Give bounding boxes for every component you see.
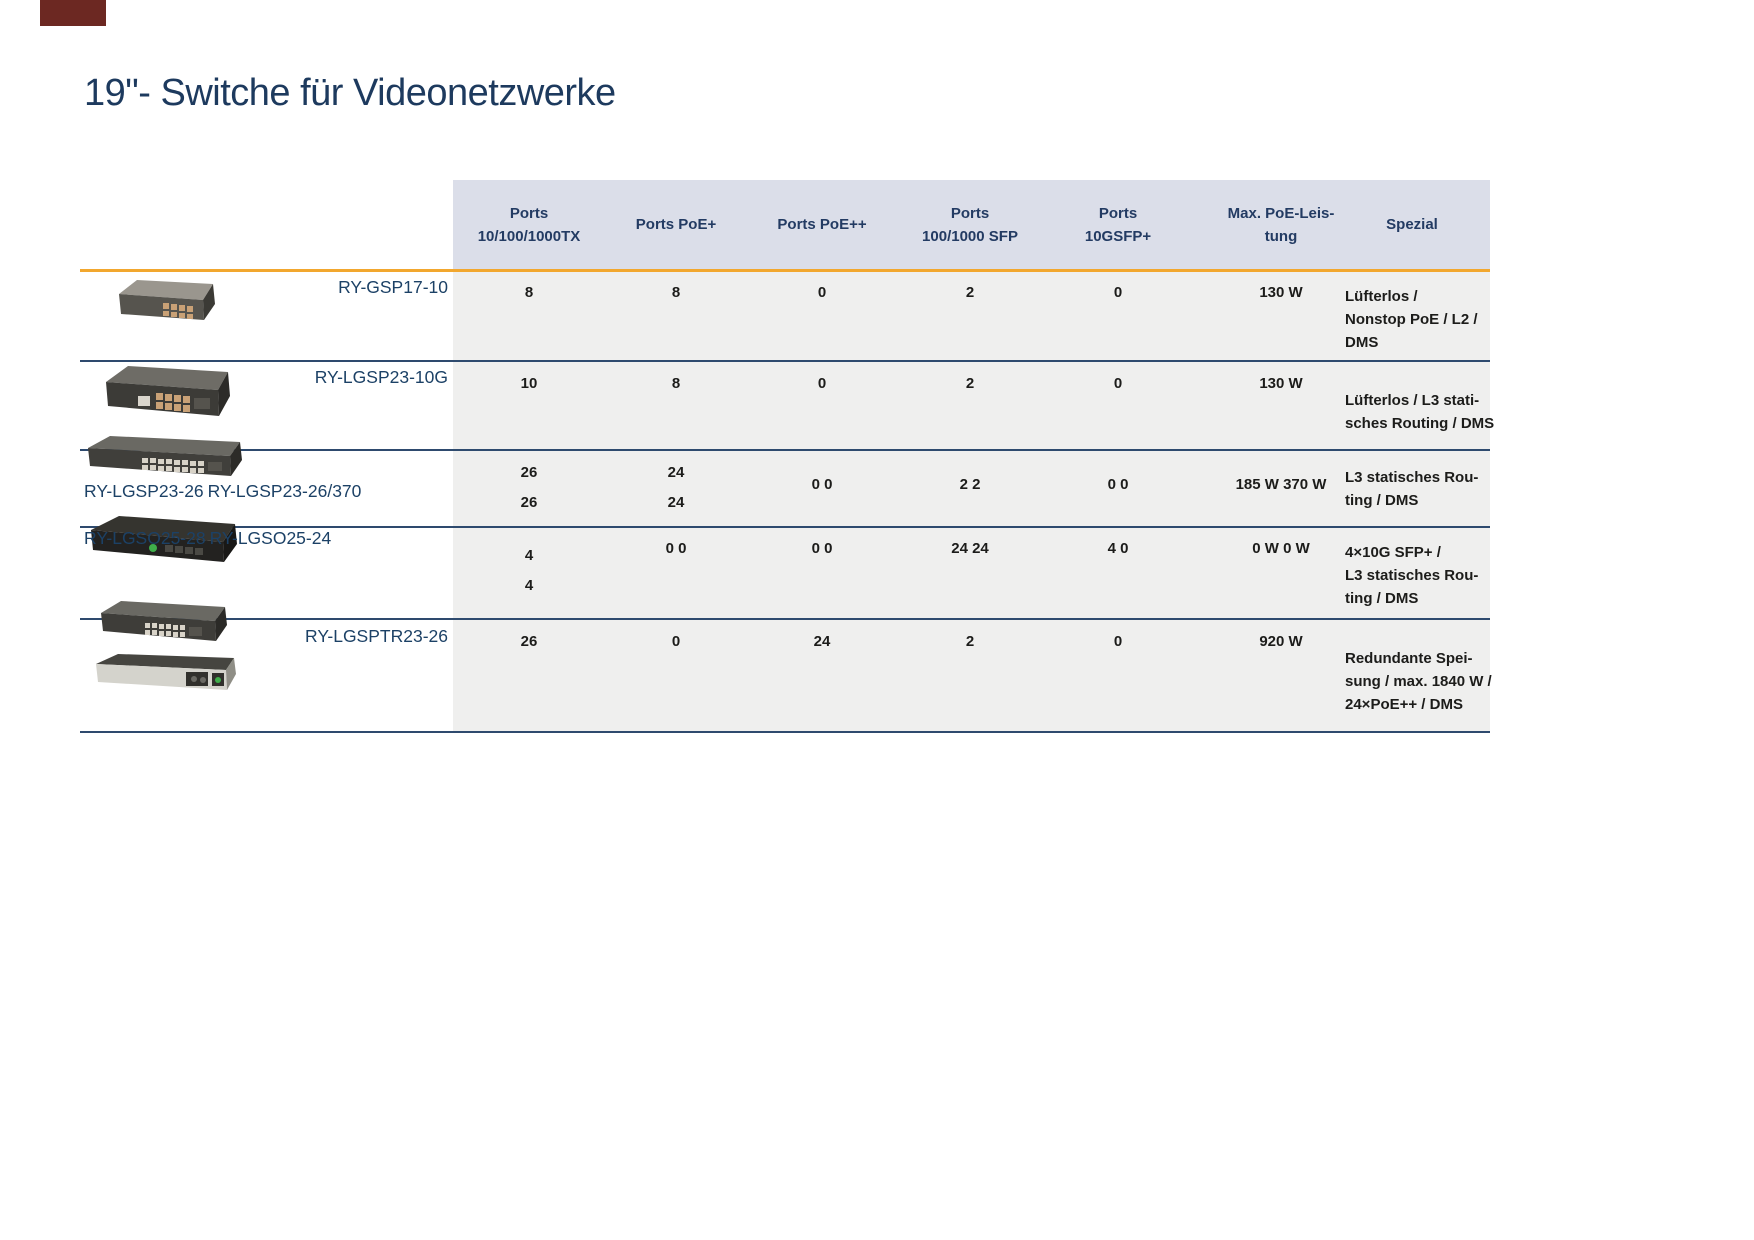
cell-ports-tx: 10 bbox=[520, 375, 538, 392]
page-title: 19"- Switche für Videonetzwerke bbox=[84, 72, 616, 114]
cell-ports-poe-plusplus: 0 bbox=[817, 284, 827, 301]
cell-max-poe: 130 W bbox=[1259, 375, 1303, 392]
cell-ports-poe-plusplus: 24 bbox=[813, 633, 831, 650]
cell-ports-poe-plus: 24 24 bbox=[667, 464, 685, 511]
cell-ports-10gsfp: 4 0 bbox=[1107, 540, 1129, 557]
cell-ports-poe-plusplus: 0 0 bbox=[811, 476, 833, 493]
cell-max-poe: 0 W 0 W bbox=[1252, 540, 1310, 557]
cell-ports-10gsfp: 0 bbox=[1113, 633, 1123, 650]
column-header-ports-poe-plusplus: Ports PoE++ bbox=[777, 216, 867, 234]
cell-max-poe: 185 W 370 W bbox=[1235, 476, 1327, 493]
cell-ports-tx: 8 bbox=[524, 284, 534, 301]
column-header-ports-poe-plus: Ports PoE+ bbox=[635, 216, 717, 234]
cell-ports-10gsfp: 0 bbox=[1113, 284, 1123, 301]
cell-ports-sfp: 2 2 bbox=[959, 476, 981, 493]
separator-row-1 bbox=[80, 360, 1490, 362]
corner-mark bbox=[40, 0, 106, 26]
cell-spezial: Lüfterlos / L3 stati- sches Routing / DMS bbox=[1345, 392, 1495, 432]
separator-row-2 bbox=[80, 449, 1490, 451]
cell-spezial: L3 statisches Rou- ting / DMS bbox=[1345, 469, 1479, 509]
product-image-desktop-switch bbox=[113, 272, 221, 332]
product-image-rack-switch-24port bbox=[80, 432, 245, 484]
cell-ports-poe-plus: 0 0 bbox=[665, 540, 687, 557]
cell-ports-poe-plusplus: 0 bbox=[817, 375, 827, 392]
product-image-redundant-psu-unit bbox=[90, 650, 240, 698]
product-name: RY-LGSP23-10G bbox=[314, 367, 448, 387]
cell-spezial: 4×10G SFP+ / L3 statisches Rou- ting / DMS bbox=[1345, 544, 1479, 607]
cell-ports-tx: 4 4 bbox=[524, 547, 534, 594]
separator-row-4 bbox=[80, 618, 1490, 620]
product-name: RY-LGSPTR23-26 bbox=[305, 626, 448, 646]
cell-ports-tx: 26 26 bbox=[520, 464, 538, 511]
column-header-max-poe: Max. PoE-Leis- tung bbox=[1227, 204, 1335, 245]
table-data-background bbox=[453, 270, 1490, 731]
product-image-poe-switch bbox=[98, 360, 238, 428]
column-header-ports-10gsfp: Ports 10GSFP+ bbox=[1084, 204, 1152, 245]
column-header-ports-sfp: Ports 100/1000 SFP bbox=[922, 204, 1018, 245]
product-name: RY-LGSO25-28 RY-LGSO25-24 bbox=[84, 528, 332, 548]
cell-ports-poe-plus: 0 bbox=[671, 633, 681, 650]
column-header-ports-tx: Ports 10/100/1000TX bbox=[477, 204, 581, 245]
product-image-rack-switch bbox=[95, 597, 230, 652]
cell-ports-tx: 26 bbox=[520, 633, 538, 650]
cell-ports-poe-plus: 8 bbox=[671, 375, 681, 392]
cell-ports-sfp: 2 bbox=[965, 633, 975, 650]
cell-ports-10gsfp: 0 bbox=[1113, 375, 1123, 392]
cell-ports-poe-plus: 8 bbox=[671, 284, 681, 301]
cell-max-poe: 920 W bbox=[1259, 633, 1303, 650]
product-name: RY-GSP17-10 bbox=[338, 277, 448, 297]
cell-ports-sfp: 24 24 bbox=[951, 540, 989, 557]
cell-ports-poe-plusplus: 0 0 bbox=[811, 540, 833, 557]
cell-ports-sfp: 2 bbox=[965, 284, 975, 301]
column-header-spezial: Spezial bbox=[1386, 216, 1438, 234]
cell-spezial: Lüfterlos / Nonstop PoE / L2 / DMS bbox=[1345, 288, 1478, 351]
product-name: RY-LGSP23-26 RY-LGSP23-26/370 bbox=[84, 481, 362, 501]
cell-ports-sfp: 2 bbox=[965, 375, 975, 392]
separator-bottom bbox=[80, 731, 1490, 733]
cell-spezial: Redundante Spei- sung / max. 1840 W / 24×PoE++ / DMS bbox=[1345, 650, 1492, 713]
cell-ports-10gsfp: 0 0 bbox=[1107, 476, 1129, 493]
cell-max-poe: 130 W bbox=[1259, 284, 1303, 301]
